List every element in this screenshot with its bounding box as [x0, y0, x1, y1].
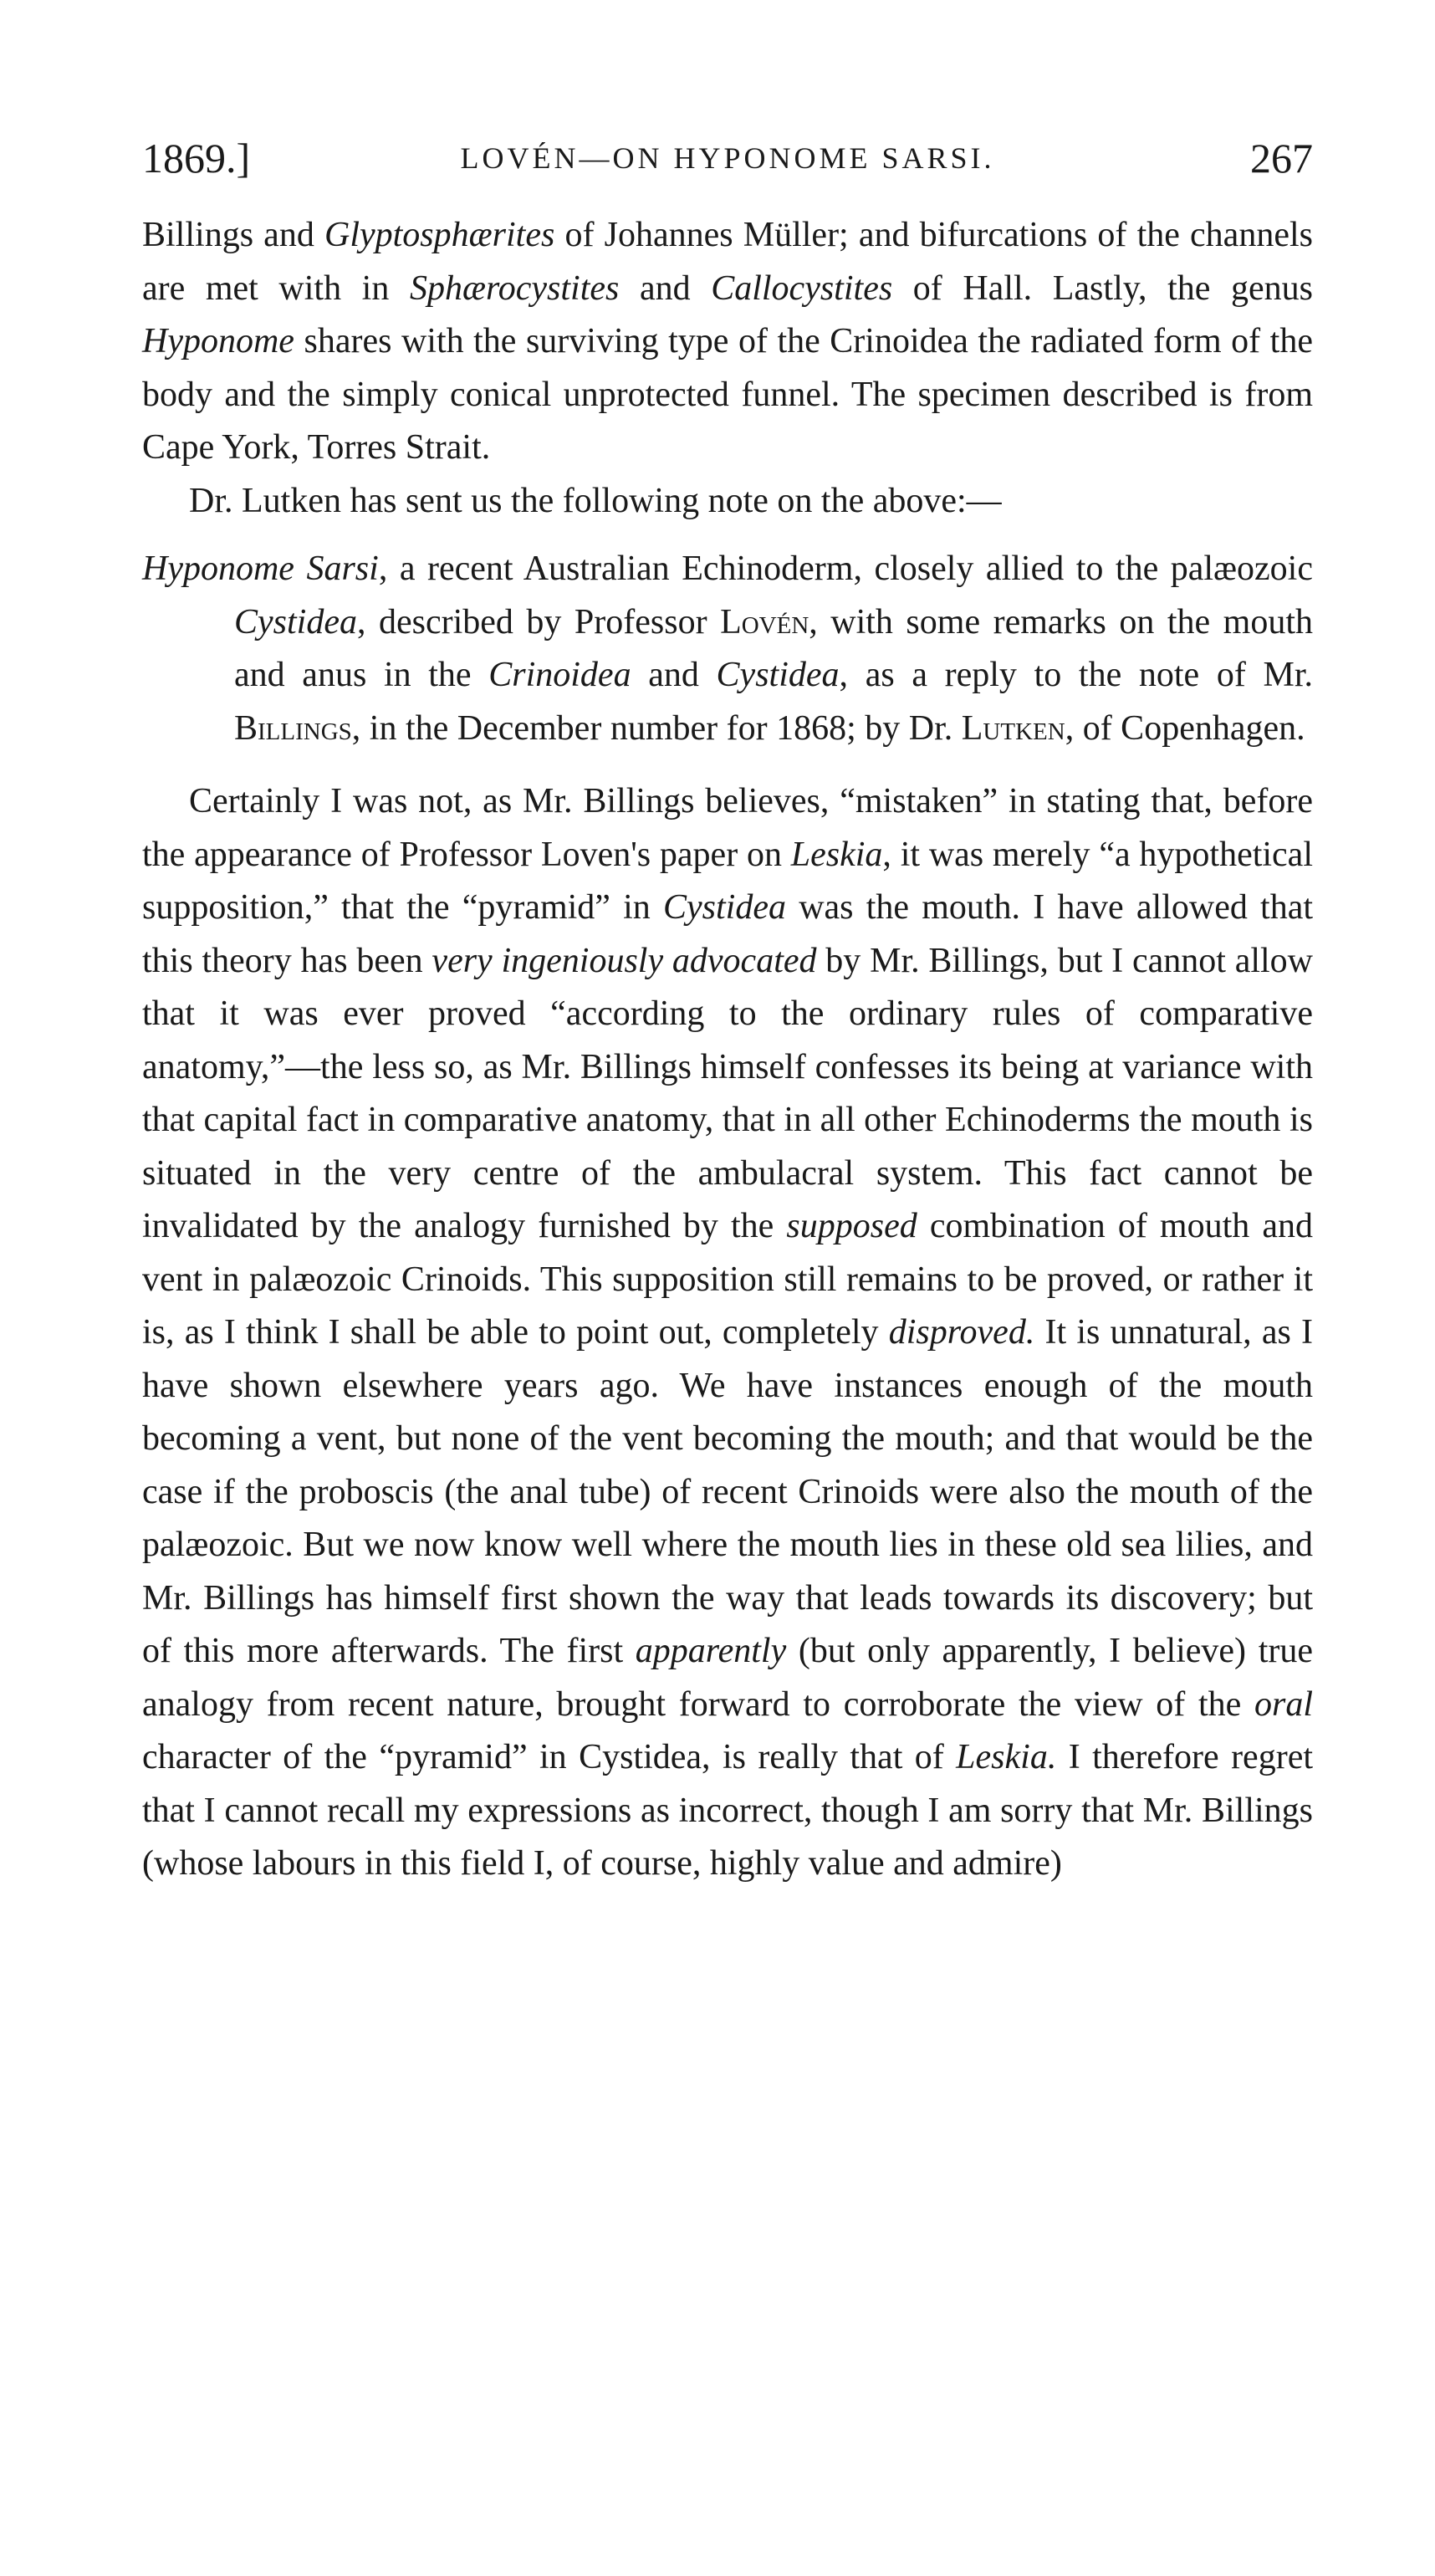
page-number: 267	[1250, 135, 1313, 181]
running-head	[142, 134, 1313, 209]
document-page	[142, 134, 1313, 1891]
paragraph-3-title: Hyponome Sarsi, a recent Australian Echinoderm, closely allied to the palæozoic Cystidea, described by Professor Lovén, with some remarks on the mouth and anus in the Crinoidea and Cystidea, as a reply to the note of Mr. Billings, in the December number for 1868; by Dr. Lutken, of Copenhagen.	[142, 549, 1313, 748]
paragraph-1: Billings and Glyptosphærites of Johannes Müller; and bifurcations of the channels are met with in Sphærocystites and Callocystites of Hall. Lastly, the genus Hyponome shares with the surviving type of the Crinoidea the radiated form of the body and the simply conical unprotected funnel. The specimen described is from Cape York, Torres Strait.	[142, 216, 1313, 467]
paragraph-4: Certainly I was not, as Mr. Billings believes, “mistaken” in stating that, before the appearance of Professor Loven's paper on Leskia, it was merely “a hypothetical supposition,” that the “pyramid” in Cystidea was the mouth. I have allowed that this theory has been very ingeniously advocated by Mr. Billings, but I cannot allow that it was ever proved “according to the ordinary rules of comparative anatomy,”—the less so, as Mr. Billings himself confesses its being at variance with that capital fact in comparative anatomy, that in all other Echinoderms the mouth is situated in the very centre of the ambulacral system. This fact cannot be invalidated by the analogy furnished by the supposed combination of mouth and vent in palæozoic Crinoids. This supposition still remains to be proved, or rather it is, as I think I shall be able to point out, completely disproved. It is unnatural, as I have shown elsewhere years ago. We have instances enough of the mouth becoming a vent, but none of the vent becoming the mouth; and that would be the case if the proboscis (the anal tube) of recent Crinoids were also the mouth of the palæozoic. But we now know well where the mouth lies in these old sea lilies, and Mr. Billings has himself first shown the way that leads towards its discovery; but of this more afterwards. The first apparently (but only apparently, I believe) true analogy from recent nature, brought forward to corroborate the view of the oral character of the “pyramid” in Cystidea, is really that of Leskia. I therefore regret that I cannot recall my expressions as incorrect, though I am sorry that Mr. Billings (whose labours in this field I, of course, highly value and admire)	[142, 782, 1314, 1883]
running-head-year: 1869.]	[142, 135, 251, 181]
running-head-title: LOVÉN—ON HYPONOME SARSI.	[460, 141, 995, 175]
paragraph-2: Dr. Lutken has sent us the following note on the above:—	[189, 481, 1002, 520]
